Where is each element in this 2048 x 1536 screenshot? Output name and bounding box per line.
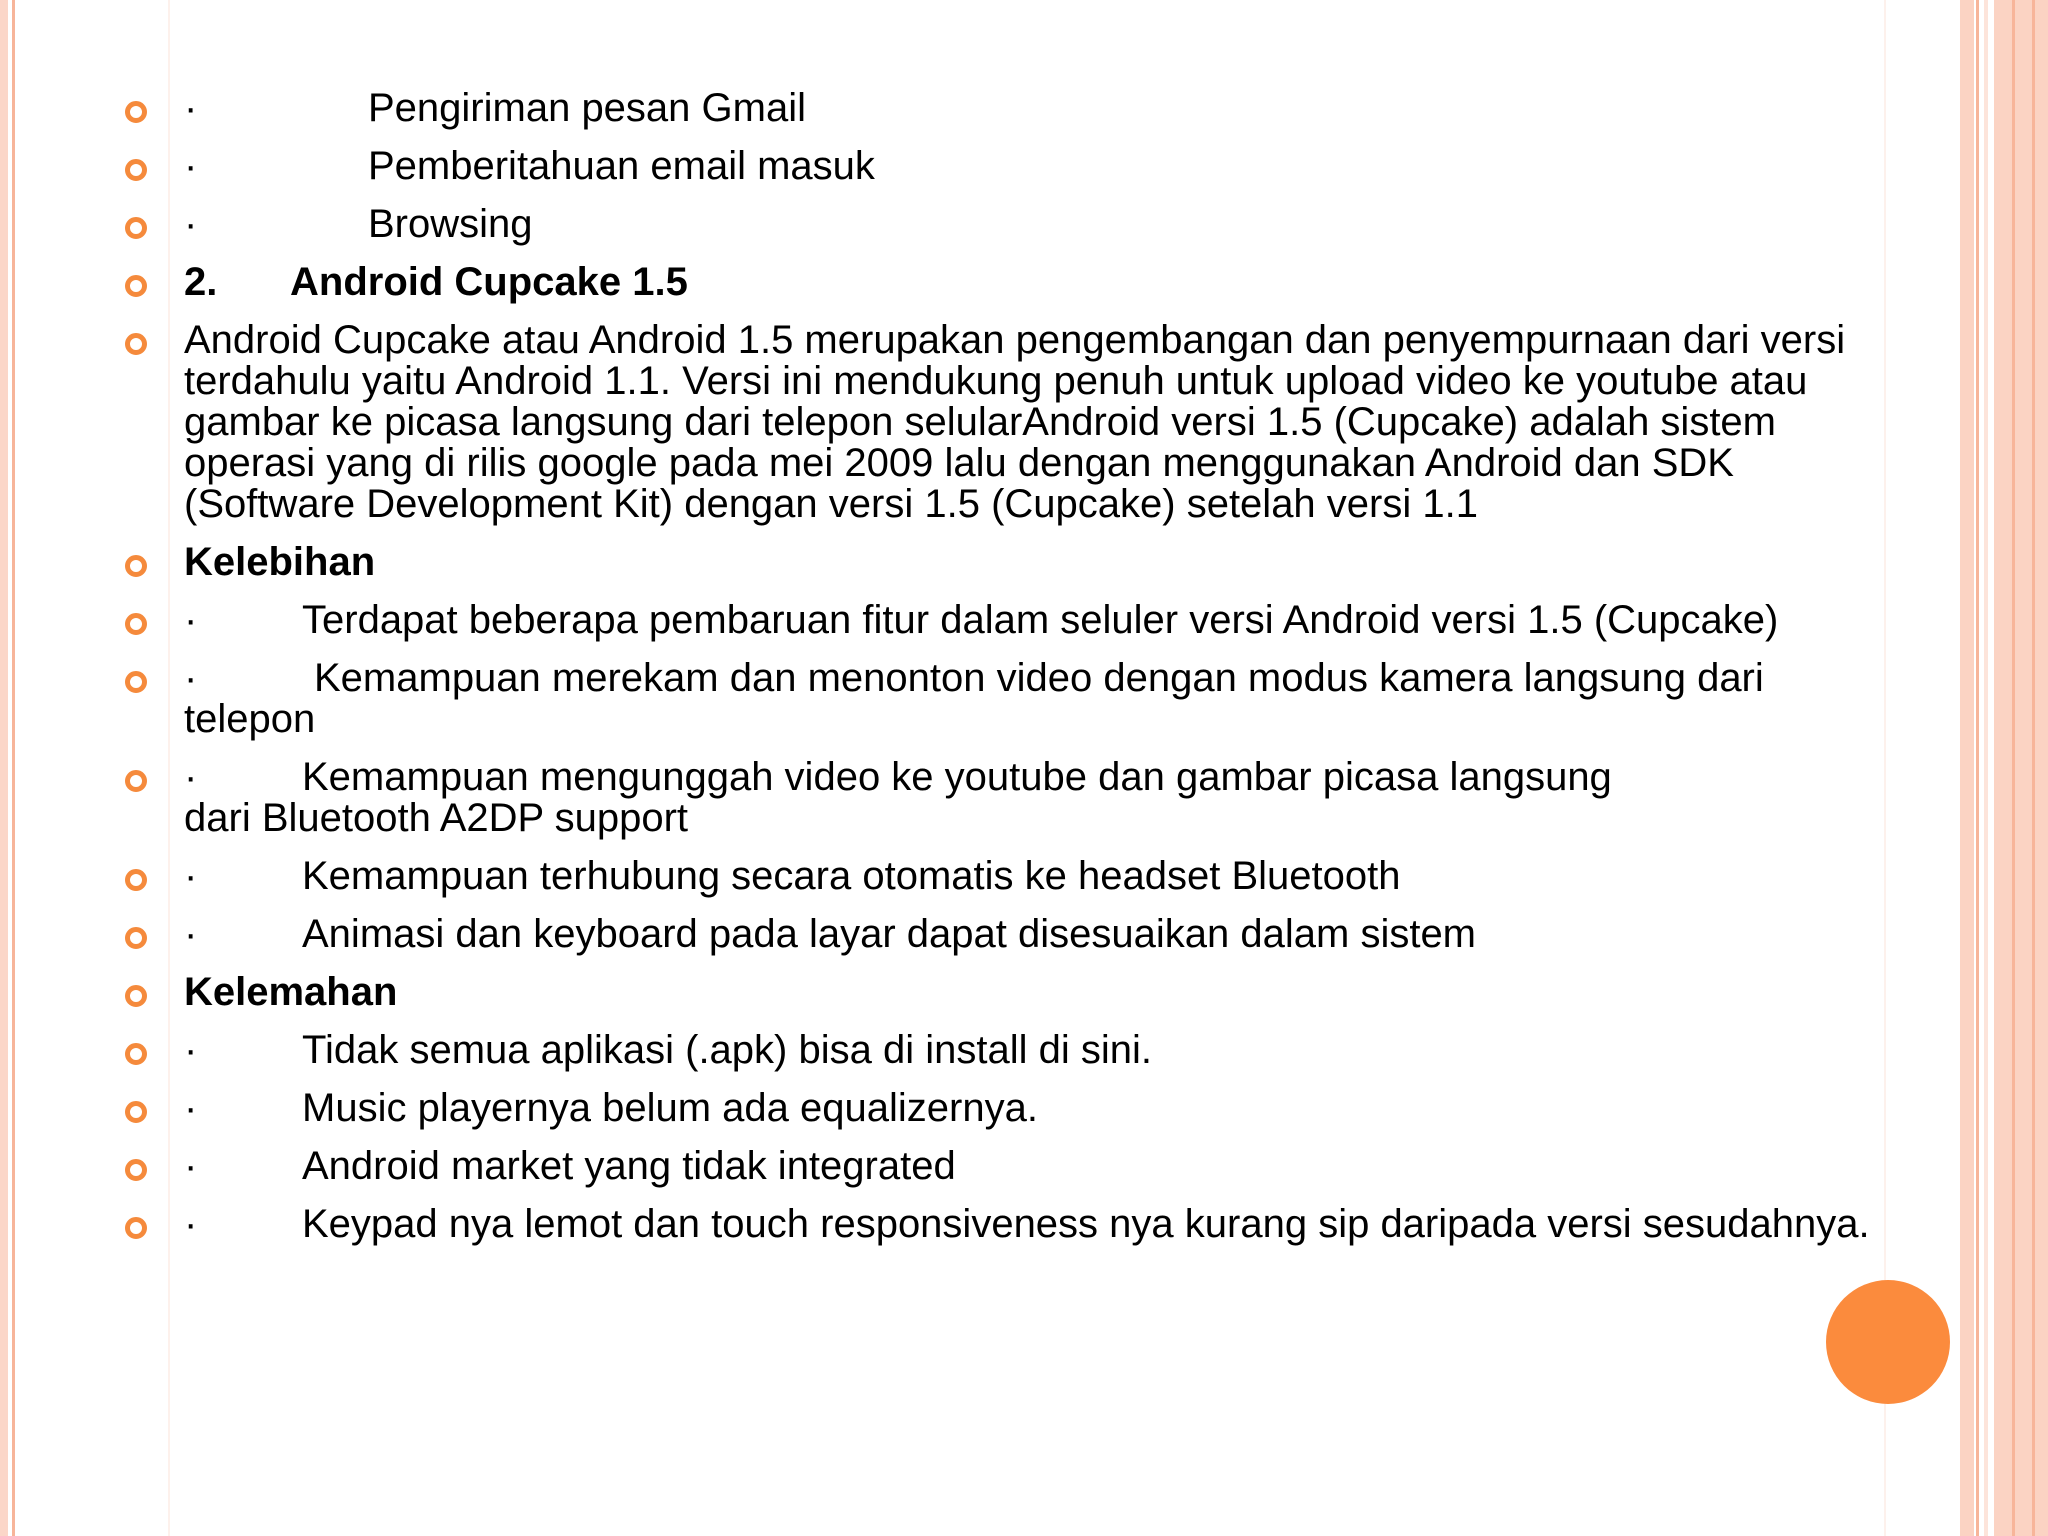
item-text: Animasi dan keyboard pada layar dapat disesuaikan dalam sistem	[302, 912, 1477, 956]
list-item	[124, 856, 1884, 897]
item-text: Terdapat beberapa pembaruan fitur dalam seluler versi Android versi 1.5 (Cupcake)	[302, 598, 1779, 642]
paragraph-text: Android Cupcake atau Android 1.5 merupakan pengembangan dan penyempurnaan dari versi terdahulu yaitu Android 1.1. Versi ini mendukung penuh untuk upload video ke youtube atau gambar ke picasa langsung dari telepon selularAndroid versi 1.5 (Cupcake) adalah sistem operasi yang di rilis google pada mei 2009 lalu dengan menggunakan Android dan SDK (Software Development Kit) dengan versi 1.5 (Cupcake) setelah versi 1.1	[184, 318, 1846, 526]
hollow-circle-icon	[125, 613, 147, 635]
item-text: Android market yang tidak integrated	[302, 1144, 956, 1188]
dot-marker: ·	[184, 656, 198, 700]
list-item	[124, 1204, 1884, 1245]
hollow-circle-icon	[125, 555, 147, 577]
dot-marker: ·	[184, 598, 198, 642]
dot-marker: ·	[184, 86, 198, 130]
right-border-line-2	[2012, 0, 2015, 1536]
hollow-circle-icon	[125, 217, 147, 239]
dot-marker: ·	[184, 202, 198, 246]
item-text: Pemberitahuan email masuk	[368, 144, 875, 188]
list-item	[124, 1030, 1884, 1071]
list-item	[124, 914, 1884, 955]
hollow-circle-icon	[125, 1159, 147, 1181]
dot-marker: ·	[184, 144, 198, 188]
dot-marker: ·	[184, 1086, 198, 1130]
item-text: Browsing	[368, 202, 533, 246]
item-text: Kemampuan terhubung secara otomatis ke headset Bluetooth	[302, 854, 1401, 898]
list-item	[124, 658, 1884, 740]
item-text: Kemampuan merekam dan menonton video dengan modus kamera langsung dari telepon	[184, 656, 1764, 741]
dot-marker: ·	[184, 1202, 198, 1246]
hollow-circle-icon	[125, 869, 147, 891]
dot-marker: ·	[184, 912, 198, 956]
hollow-circle-icon	[125, 333, 147, 355]
item-text-line-2: dari Bluetooth A2DP support	[184, 796, 689, 840]
list-item	[124, 757, 1884, 839]
accent-circle	[1826, 1280, 1950, 1404]
hollow-circle-icon	[125, 101, 147, 123]
list-item	[124, 204, 1884, 245]
hollow-circle-icon	[125, 1043, 147, 1065]
section-heading	[124, 262, 1884, 303]
hollow-circle-icon	[125, 1101, 147, 1123]
right-border-stripe-2	[1984, 0, 1988, 1536]
item-text: Pengiriman pesan Gmail	[368, 86, 806, 130]
right-border-line-3	[2032, 0, 2035, 1536]
hollow-circle-icon	[125, 927, 147, 949]
hollow-circle-icon	[125, 275, 147, 297]
list-item	[124, 88, 1884, 129]
left-border-stripe	[0, 0, 8, 1536]
item-text: Keypad nya lemot dan touch responsiveness nya kurang sip daripada versi sesudahnya.	[302, 1202, 1870, 1246]
list-item	[124, 600, 1884, 641]
dot-marker: ·	[184, 854, 198, 898]
item-text: Kemampuan mengunggah video ke youtube dan gambar picasa langsung	[302, 755, 1612, 799]
hollow-circle-icon	[125, 159, 147, 181]
list-item	[124, 1088, 1884, 1129]
dot-marker: ·	[184, 755, 198, 799]
description-paragraph	[124, 320, 1884, 525]
right-border-stripe-3	[1994, 0, 2048, 1536]
subheading-text: Kelebihan	[184, 540, 376, 584]
hollow-circle-icon	[125, 770, 147, 792]
item-text: Music playernya belum ada equalizernya.	[302, 1086, 1038, 1130]
item-text: Tidak semua aplikasi (.apk) bisa di install di sini.	[302, 1028, 1152, 1072]
right-border-line-1	[1976, 0, 1979, 1536]
right-border-stripe-1	[1960, 0, 1974, 1536]
hollow-circle-icon	[125, 1217, 147, 1239]
section-title: Android Cupcake 1.5	[290, 260, 688, 304]
hollow-circle-icon	[125, 671, 147, 693]
section-number: 2.	[184, 260, 218, 304]
left-border-line	[12, 0, 15, 1536]
subheading-kelebihan	[124, 542, 1884, 583]
hollow-circle-icon	[125, 985, 147, 1007]
subheading-kelemahan	[124, 972, 1884, 1013]
dot-marker: ·	[184, 1028, 198, 1072]
bullet-list	[124, 88, 1884, 1245]
list-item	[124, 1146, 1884, 1187]
dot-marker: ·	[184, 1144, 198, 1188]
list-item	[124, 146, 1884, 187]
subheading-text: Kelemahan	[184, 970, 398, 1014]
